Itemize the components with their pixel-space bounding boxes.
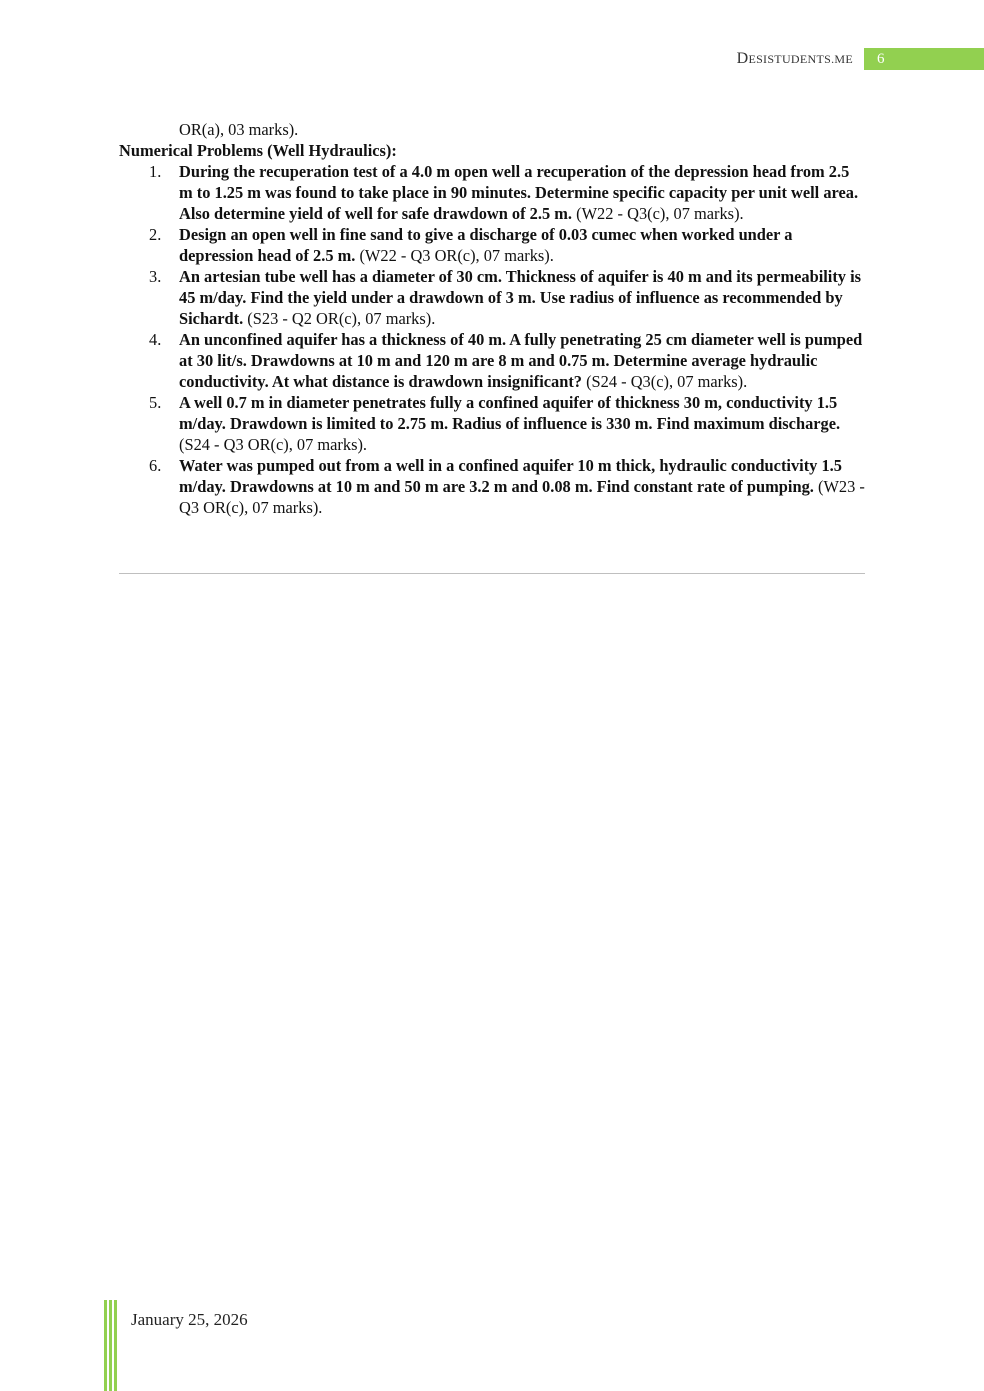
document-body [119, 119, 865, 518]
problem-question: A well 0.7 m in diameter penetrates fully a confined aquifer of thickness 30 m, conductivity 1.5 m/day. Drawdown is limited to 2.75 m. Radius of influence is 330 m. Find maximum discharge. [179, 393, 841, 433]
problem-question: During the recuperation test of a 4.0 m open well a recuperation of the depression head from 2.5 m to 1.25 m was found to take place in 90 minutes. Determine specific capacity per unit well area. Also determine yield of well for safe drawdown of 2.5 m. [179, 162, 859, 223]
problem-source: (W22 - Q3(c), 07 marks). [572, 204, 744, 223]
problem-number: 4. [149, 330, 162, 349]
list-item [119, 161, 865, 224]
page-number: 6 [877, 51, 885, 67]
problem-question: An artesian tube well has a diameter of 30 cm. Thickness of aquifer is 40 m and its permeability is 45 m/day. Find the yield under a drawdown of 3 m. Use radius of influence as recommended by Sichardt. [179, 267, 862, 328]
section-title: Numerical Problems (Well Hydraulics): [119, 141, 397, 160]
problem-source: (W23 - Q3 OR(c), 07 marks). [179, 477, 865, 517]
problem-source: (S24 - Q3 OR(c), 07 marks). [179, 435, 368, 454]
list-item [119, 224, 865, 266]
problem-number: 2. [149, 225, 162, 244]
problem-source: (S23 - Q2 OR(c), 07 marks). [243, 309, 436, 328]
problem-question: Water was pumped out from a well in a confined aquifer 10 m thick, hydraulic conductivity 1.5 m/day. Drawdowns at 10 m and 50 m are 3.2 m and 0.08 m. Find constant rate of pumping. [179, 456, 842, 496]
problem-question: An unconfined aquifer has a thickness of 40 m. A fully penetrating 25 cm diameter well is pumped at 30 lit/s. Drawdowns at 10 m and 120 m are 8 m and 0.75 m. Determine average hydraulic conductivity. At what distance is drawdown insignificant? [179, 330, 863, 391]
section-divider [119, 573, 865, 574]
accent-bar [109, 1300, 112, 1391]
problem-question: Design an open well in fine sand to give a discharge of 0.03 cumec when worked under a depression head of 2.5 m. [179, 225, 793, 265]
problem-list [119, 161, 865, 518]
problem-source: (S24 - Q3(c), 07 marks). [582, 372, 748, 391]
problem-number: 3. [149, 267, 162, 286]
site-rest: ESISTUDENTS [748, 52, 832, 66]
header-site-name [737, 50, 853, 68]
site-initial: D [736, 50, 749, 67]
accent-bar [114, 1300, 117, 1391]
page-number-badge [864, 48, 984, 70]
footer-date: January 25, 2026 [131, 1310, 248, 1329]
continuation-text: OR(a), 03 marks). [179, 120, 299, 139]
site-dot: . [831, 52, 835, 66]
problem-number: 1. [149, 162, 162, 181]
problem-source: (W22 - Q3 OR(c), 07 marks). [355, 246, 554, 265]
footer-accent-bars [104, 1300, 120, 1391]
site-tld: ME [834, 52, 853, 66]
problem-number: 5. [149, 393, 162, 412]
list-item [119, 329, 865, 392]
accent-bar [104, 1300, 107, 1391]
list-item [119, 455, 865, 518]
list-item [119, 266, 865, 329]
problem-number: 6. [149, 456, 162, 475]
list-item [119, 392, 865, 455]
